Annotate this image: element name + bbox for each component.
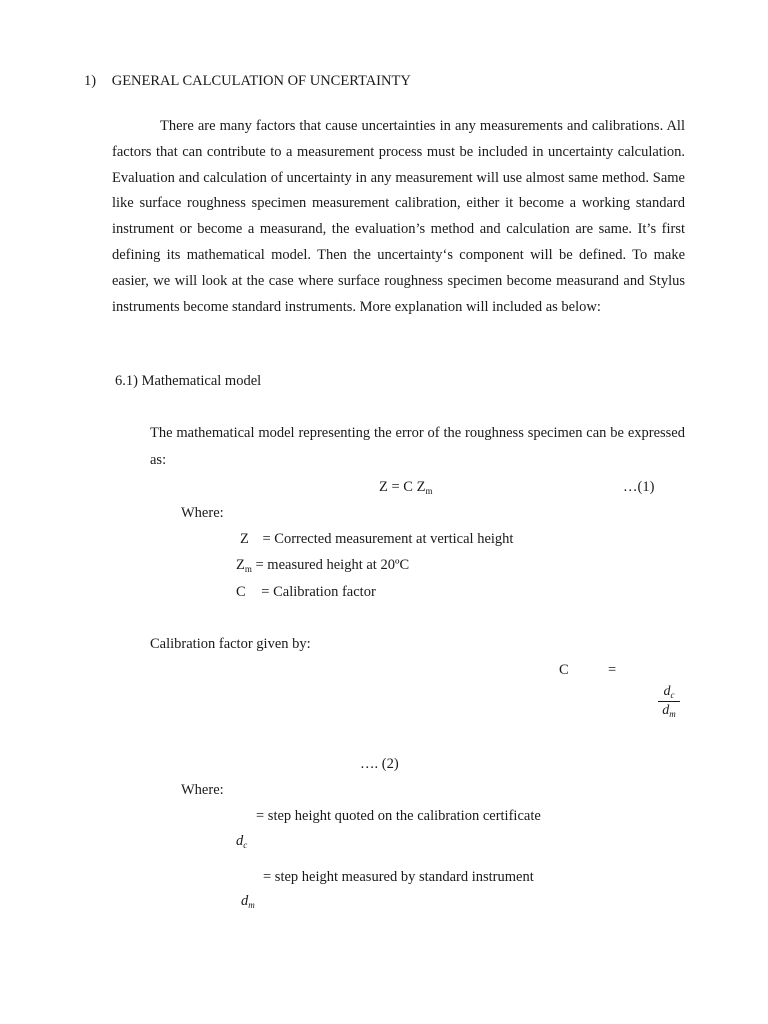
definition-symbol: $d_c$ <box>236 833 248 850</box>
definition-text: = measured height at 20ºC <box>255 557 410 573</box>
definition-text: = Calibration factor <box>261 584 376 600</box>
definition-row <box>236 557 409 574</box>
equation-2-number: …. (2) <box>360 756 399 772</box>
fraction-denominator: $d_m$ <box>662 703 676 719</box>
definition-subscript: m <box>244 564 252 574</box>
section-title: GENERAL CALCULATION OF UNCERTAINTY <box>111 73 411 89</box>
equation-1-lhs: Z = C Z <box>379 479 426 495</box>
intro-paragraph: There are many factors that cause uncertainties in any measurements and calibrations. All factors that can contribute to a measurement process must be included in uncertainty calculation. Evaluation and calculation of uncertainty in any measurement will use almost same method. Same like surface roughness specimen measurement calibration, either it become a working standard instrument or become a measurand, the evaluation’s method and calculation are same. It’s first defining its mathematical model. Then the uncertainty‘s component will be defined. To make easier, we will look at the case where surface roughness specimen become measurand and Stylus instruments become standard instruments. More explanation will included as below: <box>112 118 685 315</box>
calibration-intro: Calibration factor given by: <box>150 636 311 652</box>
equation-2-equals: = <box>608 662 617 678</box>
definition-symbol: $d_m$ <box>241 893 255 910</box>
subsection-title: 6.1) Mathematical model <box>115 373 262 389</box>
equation-2-lhs: C <box>559 662 569 678</box>
equation-1-number: …(1) <box>623 479 655 495</box>
section-number: 1) <box>84 73 97 89</box>
where-label-1: Where: <box>181 505 224 521</box>
fraction-numerator: $d_c$ <box>663 684 675 700</box>
equation-1 <box>379 479 432 496</box>
definition-symbol: C <box>236 584 246 600</box>
definition-text: = Corrected measurement at vertical height <box>262 531 514 547</box>
definition-text: = step height measured by standard instrument <box>263 869 534 885</box>
model-paragraph: The mathematical model representing the error of the roughness specimen can be expressed as: <box>150 425 685 468</box>
where-label-2: Where: <box>181 782 224 798</box>
definition-row <box>240 531 513 548</box>
definition-text: = step height quoted on the calibration certificate <box>256 808 541 824</box>
equation-2-fraction <box>658 684 680 719</box>
definition-symbol: Z <box>236 557 245 573</box>
definition-symbol: Z <box>240 531 249 547</box>
definition-row <box>236 584 376 601</box>
section-heading <box>84 73 411 90</box>
equation-1-subscript: m <box>425 486 433 496</box>
